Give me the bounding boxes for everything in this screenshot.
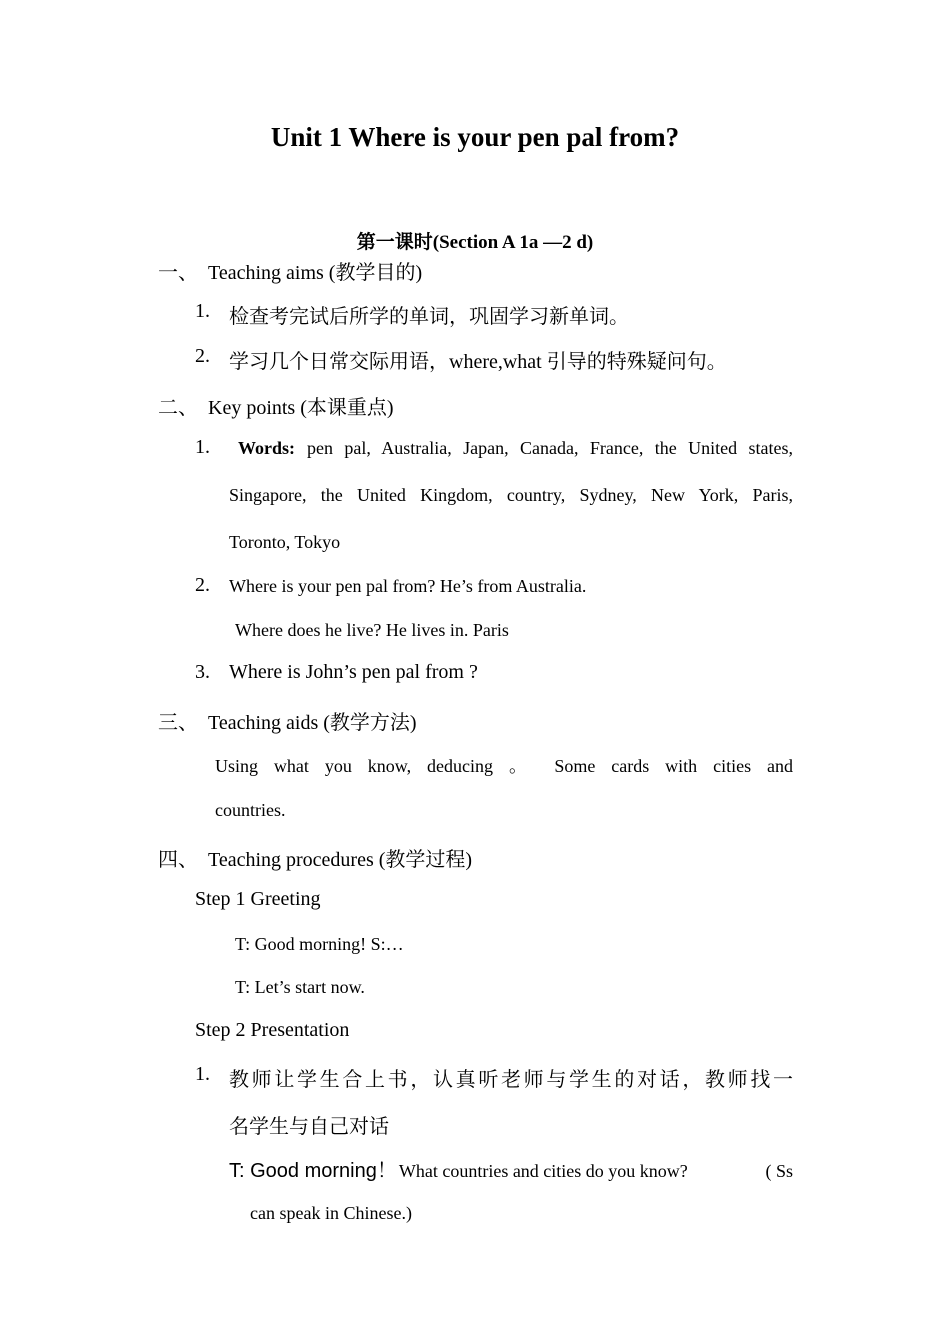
dialogue-line: can speak in Chinese.) [250,1203,412,1223]
section-heading-aids [158,706,417,735]
dialogue-line: T: Good morning! S:… [235,934,404,954]
sentence-line: Where does he live? He lives in. Paris [235,620,509,640]
sentence-line: Where is your pen pal from? He’s from Australia. [229,576,587,596]
section-marker: 三、 [158,712,198,734]
list-item: Where is John’s pen pal from ? [229,661,478,683]
step-label: Step 1 Greeting [195,888,321,910]
list-number: 2. [195,574,210,596]
dialogue-lead: T: Good morning！ [229,1160,397,1182]
section-title: Teaching procedures (教学过程) [208,849,473,871]
step-label: Step 2 Presentation [195,1019,350,1041]
aids-text: Using what you know, deducing 。 Some cards with cities and [215,756,793,776]
aids-text: countries. [215,800,286,820]
words-label: Words: [238,438,296,458]
section-title: Key points (本课重点) [208,397,394,419]
section-marker: 二、 [158,397,198,419]
list-item: 名学生与自己对话 [229,1116,389,1138]
dialogue-line: T: Let’s start now. [235,977,365,997]
list-number: 2. [195,345,210,367]
dialogue-question: What countries and cities do you know? [398,1161,688,1181]
list-item: 教师让学生合上书，认真听老师与学生的对话，教师找一 [229,1069,793,1091]
section-heading-key-points [158,391,394,420]
words-text: Singapore, the United Kingdom, country, Sydney, New York, Paris, [229,485,793,505]
section-heading-aims [158,256,422,285]
list-number: 3. [195,661,210,683]
words-line [238,438,793,459]
section-heading-procedures [158,843,472,872]
section-title: Teaching aims (教学目的) [208,262,423,284]
list-item: 学习几个日常交际用语，where,what 引导的特殊疑问句。 [229,351,727,373]
lesson-subtitle: 第一课时(Section A 1a —2 d) [356,232,594,253]
section-marker: 一、 [158,262,198,284]
list-number: 1. [195,300,210,322]
section-marker: 四、 [158,849,198,871]
list-number: 1. [195,436,210,458]
document-title: Unit 1 Where is your pen pal from? [270,122,680,152]
dialogue-note: ( Ss [765,1161,793,1181]
section-title: Teaching aids (教学方法) [208,712,417,734]
words-text: Toronto, Tokyo [229,532,341,552]
list-number: 1. [195,1063,210,1085]
words-text: pen pal, Australia, Japan, Canada, France, the United states, [307,438,793,458]
list-item: 检查考完试后所学的单词，巩固学习新单词。 [229,306,629,328]
dialogue-line [229,1154,793,1183]
